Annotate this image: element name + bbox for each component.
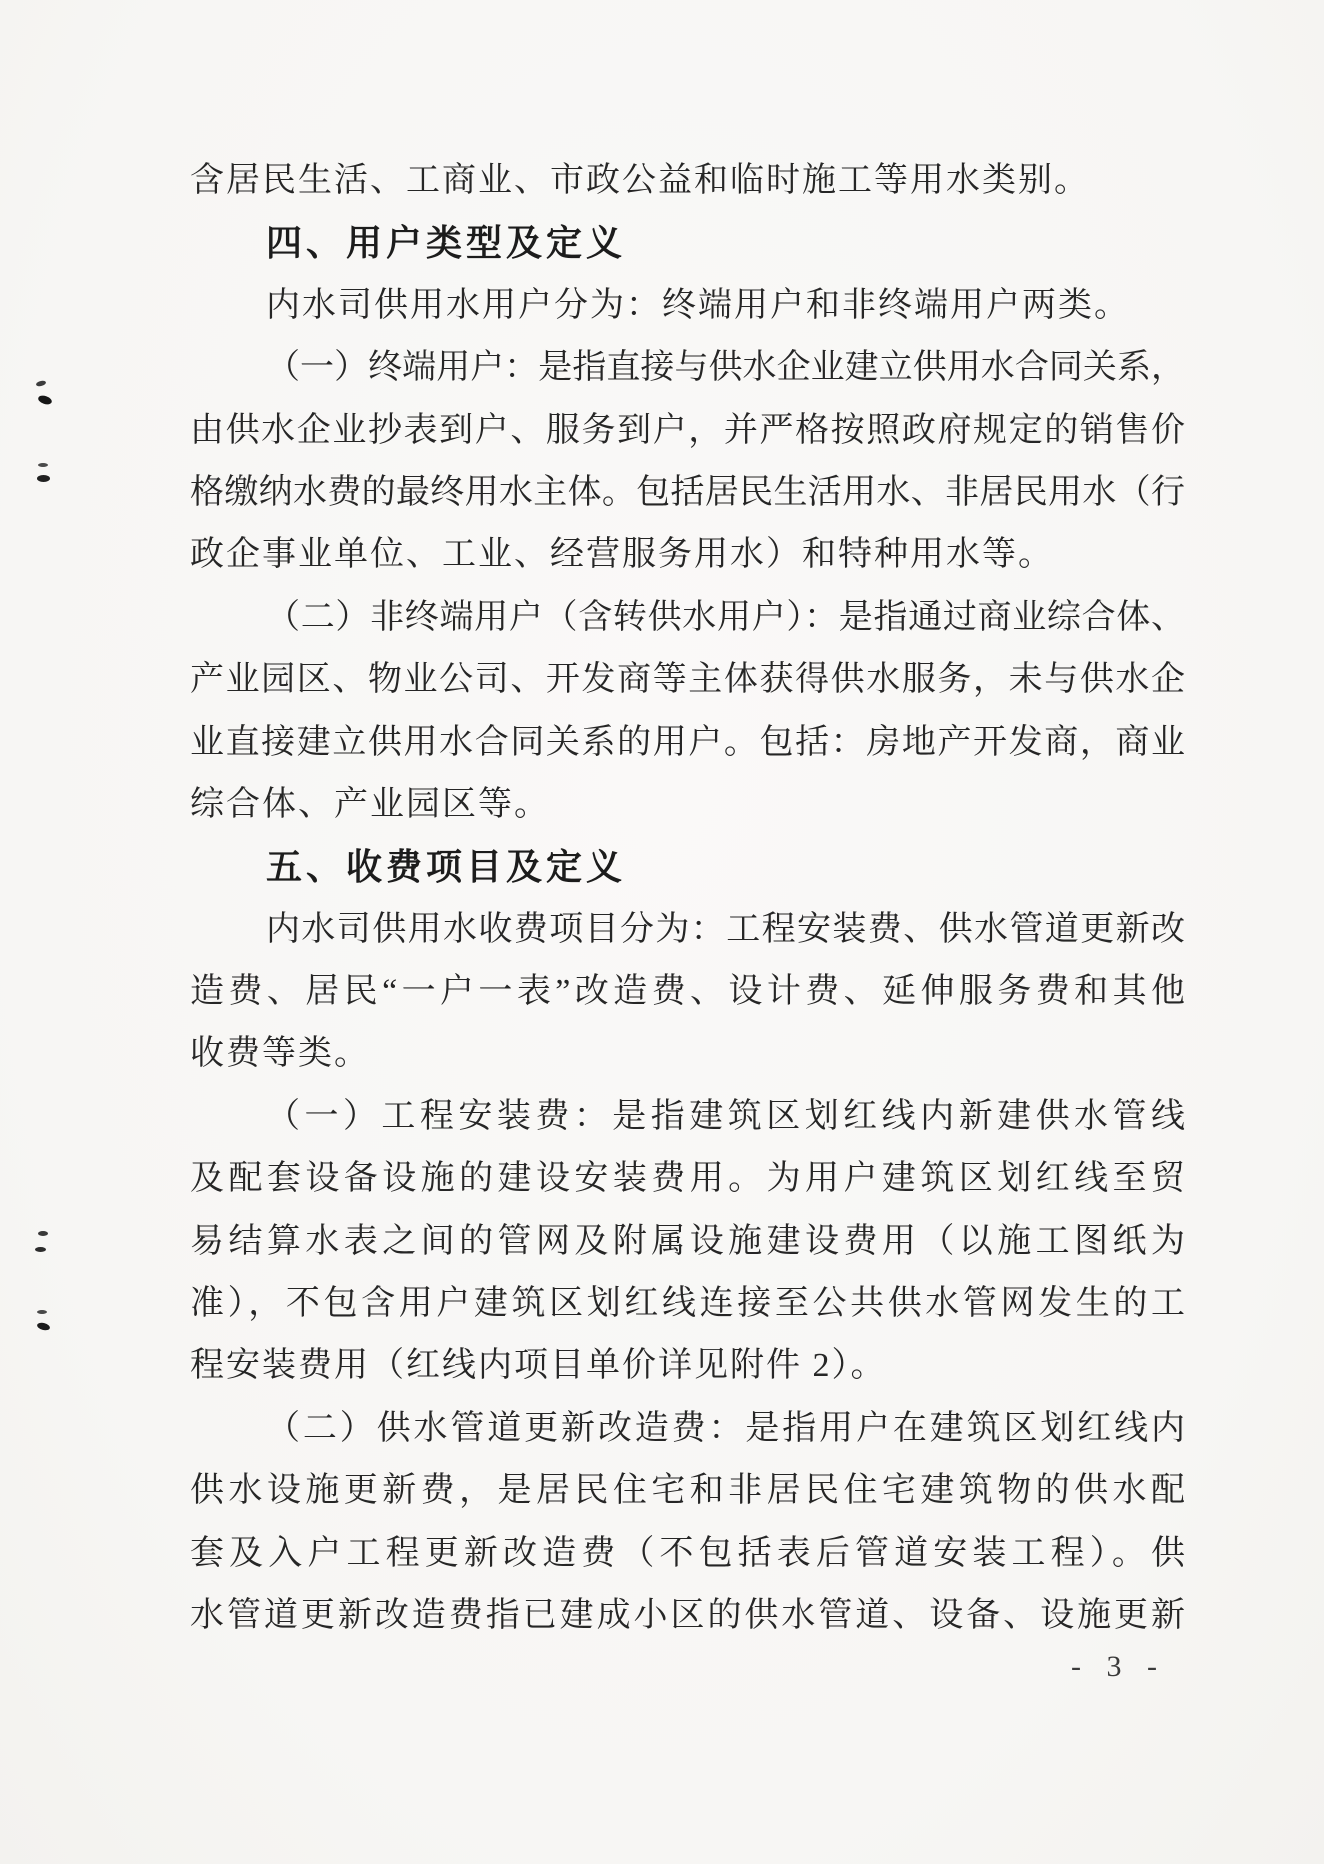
text-line: 内水司供用水用户分为：终端用户和非终端用户两类。 [266,286,1130,324]
text-line: 产业园区、物业公司、开发商等主体获得供水服务，未与供水企 [190,661,1185,699]
text-line: 收费等类。 [190,1035,370,1073]
section-heading: 五、收费项目及定义 [266,846,627,888]
ink-mark [35,1247,46,1252]
text-line: （一）终端用户：是指直接与供水企业建立供用水合同关系， [266,349,1185,387]
text-line: 供水设施更新费，是居民住宅和非居民住宅建筑物的供水配 [190,1472,1185,1510]
page-number: - 3 - [1071,1650,1166,1683]
ink-mark [36,1322,50,1332]
section-heading: 四、用户类型及定义 [266,222,627,264]
text-line: （二）非终端用户（含转供水用户）：是指通过商业综合体、 [266,598,1185,636]
ink-mark [36,380,47,387]
text-line: 程安装费用（红线内项目单价详见附件 2）。 [190,1347,887,1385]
text-line: 格缴纳水费的最终用水主体。包括居民生活用水、非居民用水（行 [190,473,1185,511]
text-line: 政企事业单位、工业、经营服务用水）和特种用水等。 [190,536,1054,574]
text-line: （二）供水管道更新改造费：是指用户在建筑区划红线内 [266,1409,1185,1447]
ink-mark [38,1231,48,1236]
ink-mark [37,1310,47,1314]
text-line: 由供水企业抄表到户、服务到户，并严格按照政府规定的销售价 [190,411,1185,449]
text-line: 综合体、产业园区等。 [190,785,550,823]
text-line: 业直接建立供用水合同关系的用户。包括：房地产开发商，商业 [190,723,1185,761]
text-line: 含居民生活、工商业、市政公益和临时施工等用水类别。 [190,162,1090,199]
ink-mark [37,475,50,482]
ink-mark [38,463,48,467]
text-line: 造费、居民“一户一表”改造费、设计费、延伸服务费和其他 [190,973,1185,1011]
text-line: 水管道更新改造费指已建成小区的供水管道、设备、设施更新 [190,1596,1185,1634]
ink-mark [37,394,53,406]
text-line: 内水司供用水收费项目分为：工程安装费、供水管道更新改 [266,910,1185,948]
text-line: （一）工程安装费：是指建筑区划红线内新建供水管线 [266,1097,1185,1135]
document-body [190,150,1185,1647]
text-line: 套及入户工程更新改造费（不包括表后管道安装工程）。供 [190,1534,1185,1572]
text-line: 及配套设备设施的建设安装费用。为用户建筑区划红线至贸 [190,1160,1185,1198]
text-line: 准），不包含用户建筑区划红线连接至公共供水管网发生的工 [190,1285,1185,1323]
text-line: 易结算水表之间的管网及附属设施建设费用（以施工图纸为 [190,1222,1185,1260]
